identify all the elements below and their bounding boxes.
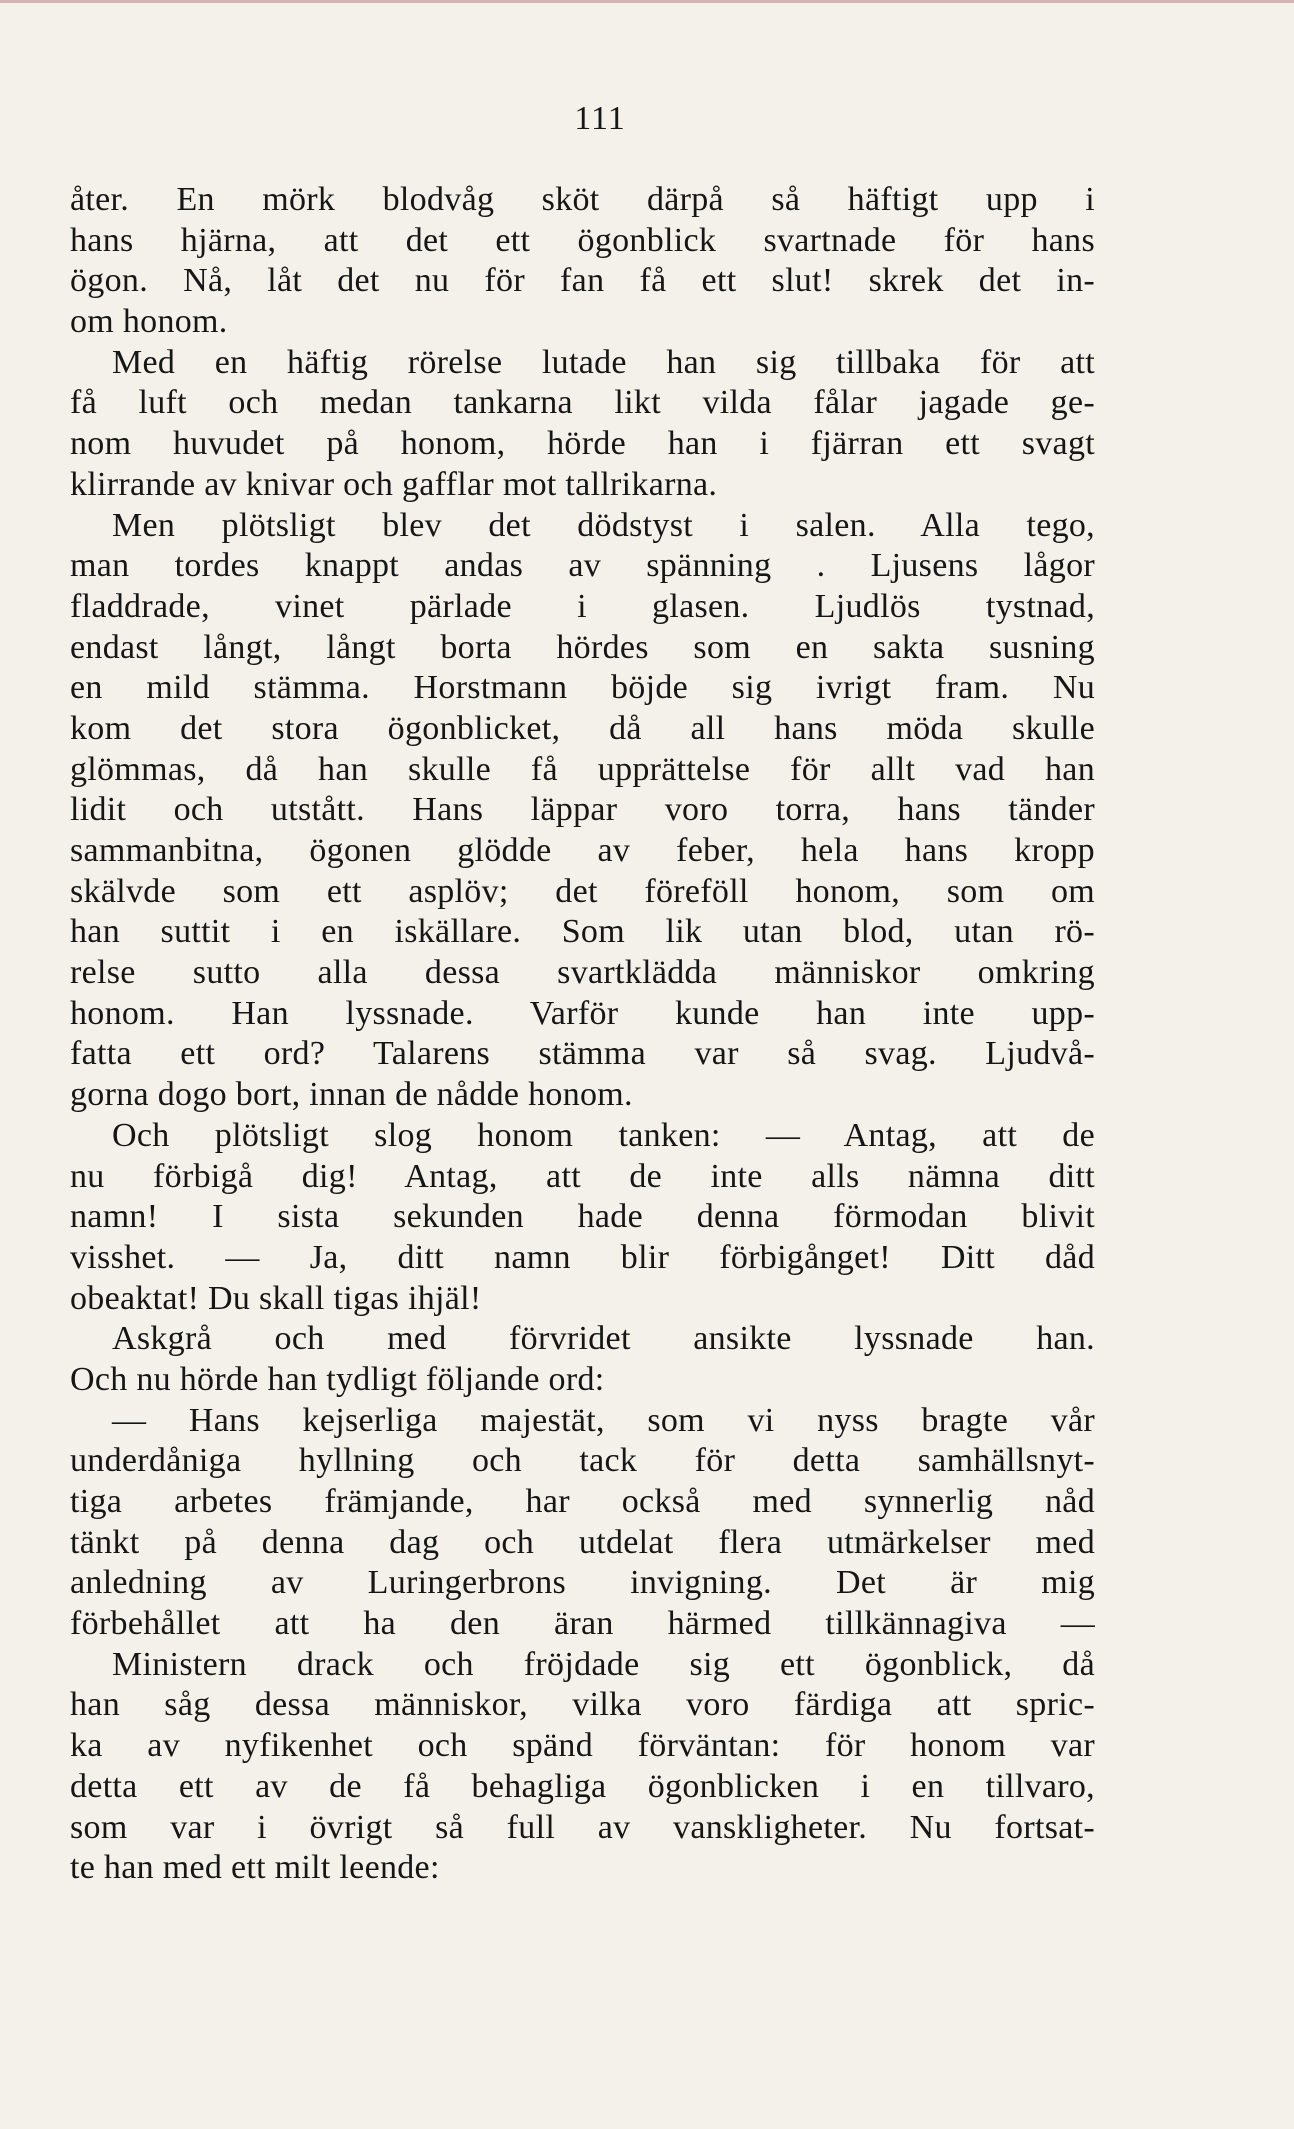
text-line: Och nu hörde han tydligt följande ord:	[70, 1360, 605, 1398]
text-line: Med en häftig rörelse lutade han sig tillbaka för att	[112, 343, 1095, 381]
text-line: skälvde som ett asplöv; det föreföll honom, som om	[70, 872, 1095, 910]
text-line: visshet. — Ja, ditt namn blir förbigånget! Ditt dåd	[70, 1238, 1095, 1276]
page-top-edge	[0, 0, 1294, 3]
text-line: om honom.	[70, 303, 228, 341]
text-line: hans hjärna, att det ett ögonblick svartnade för hans	[70, 221, 1095, 259]
text-line: ögon. Nå, låt det nu för fan få ett slut! skrek det in-	[70, 262, 1095, 300]
text-line: honom. Han lyssnade. Varför kunde han inte upp-	[70, 994, 1095, 1032]
text-line: få luft och medan tankarna likt vilda fålar jagade ge-	[70, 384, 1095, 422]
text-line: Men plötsligt blev det dödstyst i salen. Alla tego,	[112, 506, 1095, 544]
text-line: namn! I sista sekunden hade denna förmodan blivit	[70, 1198, 1095, 1236]
text-line: fladdrade, vinet pärlade i glasen. Ljudlös tystnad,	[70, 587, 1095, 625]
text-line: — Hans kejserliga majestät, som vi nyss bragte vår	[112, 1401, 1095, 1439]
text-line: Ministern drack och fröjdade sig ett ögonblick, då	[112, 1645, 1095, 1683]
text-line: nom huvudet på honom, hörde han i fjärran ett svagt	[70, 425, 1095, 463]
text-line: te han med ett milt leende:	[70, 1849, 440, 1887]
text-line: tiga arbetes främjande, har också med synnerlig nåd	[70, 1483, 1095, 1520]
body-text	[70, 180, 1095, 1889]
text-line: Och plötsligt slog honom tanken: — Antag, att de	[112, 1116, 1095, 1154]
text-line: han såg dessa människor, vilka voro färdiga att spric-	[70, 1686, 1095, 1724]
text-line: glömmas, då han skulle få upprättelse för allt vad han	[70, 750, 1095, 788]
text-line: åter. En mörk blodvåg sköt därpå så häftigt upp i	[70, 181, 1095, 218]
text-line: Askgrå och med förvridet ansikte lyssnade han.	[112, 1320, 1095, 1358]
text-line: man tordes knappt andas av spänning . Ljusens lågor	[70, 547, 1095, 585]
text-line: en mild stämma. Horstmann böjde sig ivrigt fram. Nu	[70, 669, 1095, 707]
text-line: endast långt, långt borta hördes som en sakta susning	[70, 628, 1095, 666]
text-line: tänkt på denna dag och utdelat flera utmärkelser med	[70, 1523, 1095, 1561]
text-line: förbehållet att ha den äran härmed tillkännagiva —	[70, 1605, 1095, 1643]
text-line: underdåniga hyllning och tack för detta samhällsnyt-	[70, 1442, 1095, 1480]
text-line: gorna dogo bort, innan de nådde honom.	[70, 1076, 633, 1114]
text-line: relse sutto alla dessa svartklädda människor omkring	[70, 954, 1095, 992]
text-line: lidit och utstått. Hans läppar voro torra, hans tänder	[70, 791, 1095, 829]
text-line: detta ett av de få behagliga ögonblicken i en tillvaro,	[70, 1767, 1095, 1805]
text-line: som var i övrigt så full av vanskligheter. Nu fortsat-	[70, 1808, 1095, 1846]
text-line: anledning av Luringerbrons invigning. Det är mig	[70, 1564, 1095, 1602]
text-line: klirrande av knivar och gafflar mot tallrikarna.	[70, 465, 718, 503]
text-line: han suttit i en iskällare. Som lik utan blod, utan rö-	[70, 913, 1095, 951]
text-line: sammanbitna, ögonen glödde av feber, hela hans kropp	[70, 832, 1095, 869]
text-line: nu förbigå dig! Antag, att de inte alls nämna ditt	[70, 1157, 1095, 1195]
text-line: ka av nyfikenhet och spänd förväntan: för honom var	[70, 1727, 1095, 1765]
text-line: kom det stora ögonblicket, då all hans möda skulle	[70, 709, 1095, 747]
page-number: 111	[574, 100, 626, 137]
text-line: obeaktat! Du skall tigas ihjäl!	[70, 1279, 482, 1317]
text-line: fatta ett ord? Talarens stämma var så svag. Ljudvå-	[70, 1035, 1095, 1073]
